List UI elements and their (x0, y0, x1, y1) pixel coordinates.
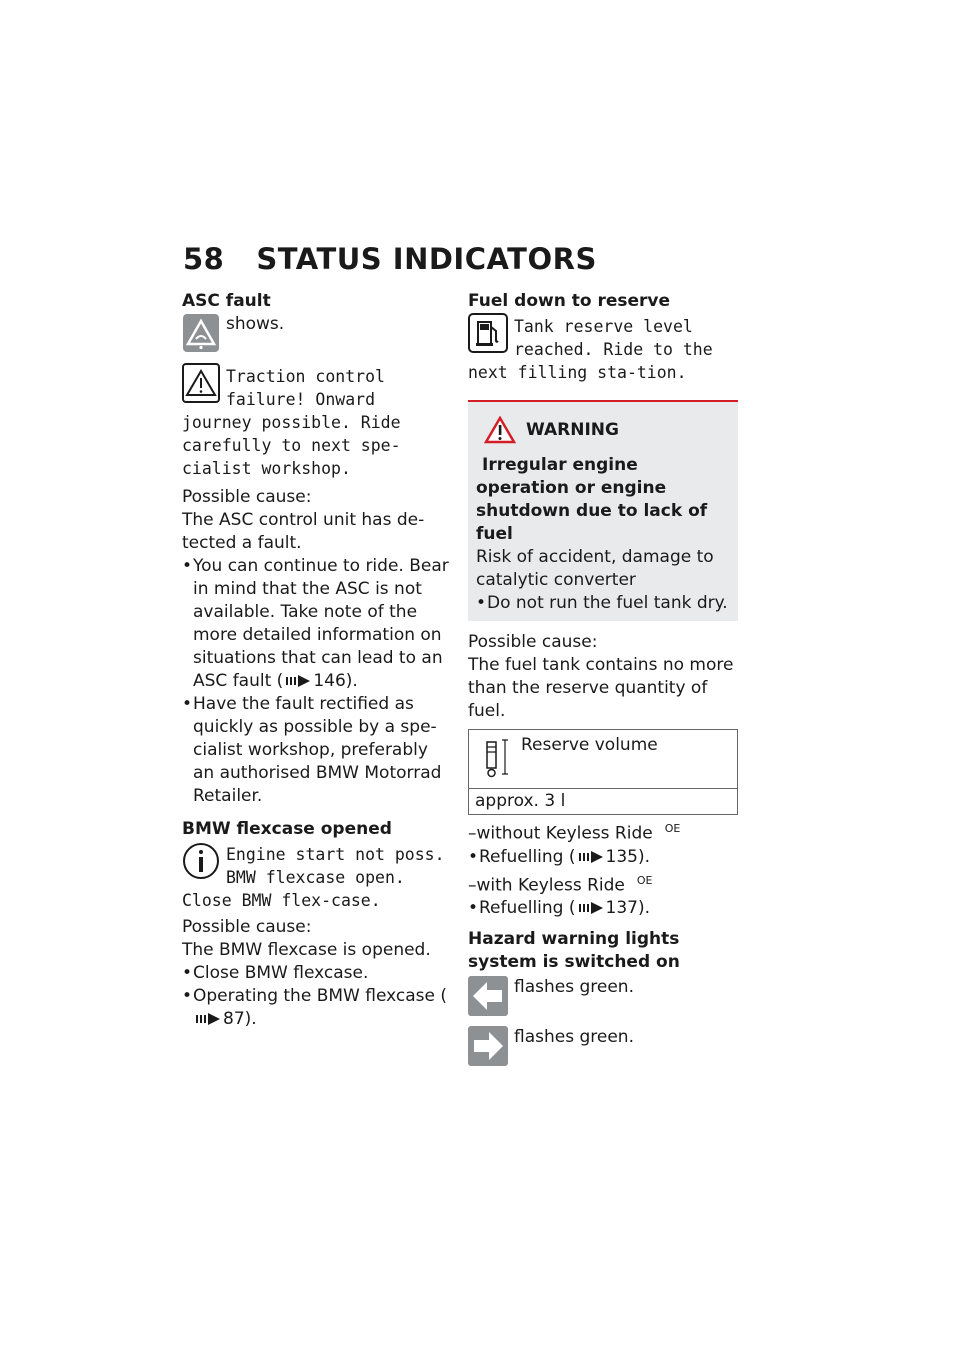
warning-box (468, 400, 738, 621)
spec-label: Reserve volume (521, 735, 658, 755)
warning-bullets (476, 592, 730, 615)
hazard-heading: Hazard warning lights system is switched on (468, 929, 680, 973)
hazard-left-text: flashes green. (514, 977, 634, 998)
flexcase-message-row (182, 841, 452, 912)
flexcase-cause: The BMW flexcase is opened. (182, 940, 431, 960)
measuring-gauge-icon (483, 738, 511, 778)
asc-cause: The ASC control unit has de-tected a fault. (182, 510, 425, 553)
fuel-message: Tank reserve level reached. Ride to the next filling sta-tion. (468, 317, 713, 382)
page-title (183, 242, 597, 276)
asc-bullets (182, 555, 452, 808)
flexcase-heading: BMW flexcase opened (182, 819, 392, 839)
flexcase-message: Engine start not poss. BMW flexcase open. Close BMW flex-case. (182, 845, 445, 910)
list-item: • Do not run the fuel tank dry. (476, 592, 730, 615)
asc-shows-text: shows. (226, 314, 285, 334)
spec-header-row (469, 730, 737, 789)
spec-value: approx. 3 l (475, 791, 566, 811)
refuel-list-2 (468, 897, 738, 920)
page-ref-arrow-icon (285, 675, 311, 687)
left-column (182, 290, 452, 1031)
reserve-volume-table (468, 729, 738, 815)
fuel-pump-icon (468, 313, 508, 353)
hazard-right-text: flashes green. (514, 1027, 634, 1048)
list-item: • Close BMW flexcase. (182, 962, 452, 985)
fuel-cause: The fuel tank contains no more than the reserve quantity of fuel. (468, 655, 734, 721)
list-item: • You can continue to ride. Bear in mind that the ASC is not available. Take note of the more detailed information on situations that can lead to an ASC fault ( 146). (182, 555, 452, 693)
page-ref-arrow-icon (578, 902, 604, 914)
page-ref-arrow-icon (195, 1013, 221, 1025)
section-title: STATUS INDICATORS (256, 242, 597, 276)
oe-badge: OE (636, 873, 653, 887)
refuel-list-1 (468, 846, 738, 869)
warning-triangle-icon (484, 416, 516, 444)
with-keyless-row: –with Keyless Ride $^{OE}$ (468, 873, 653, 896)
asc-fault-heading: ASC fault (182, 291, 271, 311)
warning-label-row (476, 416, 730, 444)
page-number: 58 (183, 242, 225, 276)
right-column (468, 290, 738, 1066)
warning-text: Risk of accident, damage to catalytic converter (476, 547, 714, 590)
asc-cause-label: Possible cause: (182, 487, 312, 507)
info-icon (182, 841, 220, 881)
list-item: • Refuelling ( 137). (468, 897, 738, 920)
list-item: • Operating the BMW flexcase (87). (182, 985, 452, 1031)
asc-indicator-icon (182, 313, 220, 353)
without-keyless-row: –without Keyless Ride $^{OE}$ (468, 822, 681, 844)
turn-left-arrow-icon (468, 976, 508, 1016)
oe-badge: OE (664, 822, 681, 835)
asc-message: Traction control failure! Onward journey possible. Ride carefully to next spe-cialist workshop. (182, 367, 401, 478)
list-item: • Have the fault rectified as quickly as possible by a spe-cialist workshop, preferably an authorised BMW Motorrad Retailer. (182, 693, 452, 808)
fuel-cause-label: Possible cause: (468, 632, 598, 652)
warning-title: Irregular engine operation or engine shutdown due to lack of fuel (476, 455, 708, 544)
hazard-left-row (468, 976, 738, 1016)
warning-label: WARNING (526, 420, 619, 440)
asc-shows-row (182, 313, 452, 353)
hazard-right-row (468, 1026, 738, 1066)
flexcase-bullets (182, 962, 452, 1031)
turn-right-arrow-icon (468, 1026, 508, 1066)
list-item: • Refuelling ( 135). (468, 846, 738, 869)
warning-triangle-icon (182, 363, 220, 403)
flexcase-cause-label: Possible cause: (182, 917, 312, 937)
asc-message-row (182, 363, 452, 480)
fuel-message-row (468, 313, 738, 384)
page-ref-arrow-icon (578, 851, 604, 863)
fuel-heading: Fuel down to reserve (468, 291, 670, 311)
